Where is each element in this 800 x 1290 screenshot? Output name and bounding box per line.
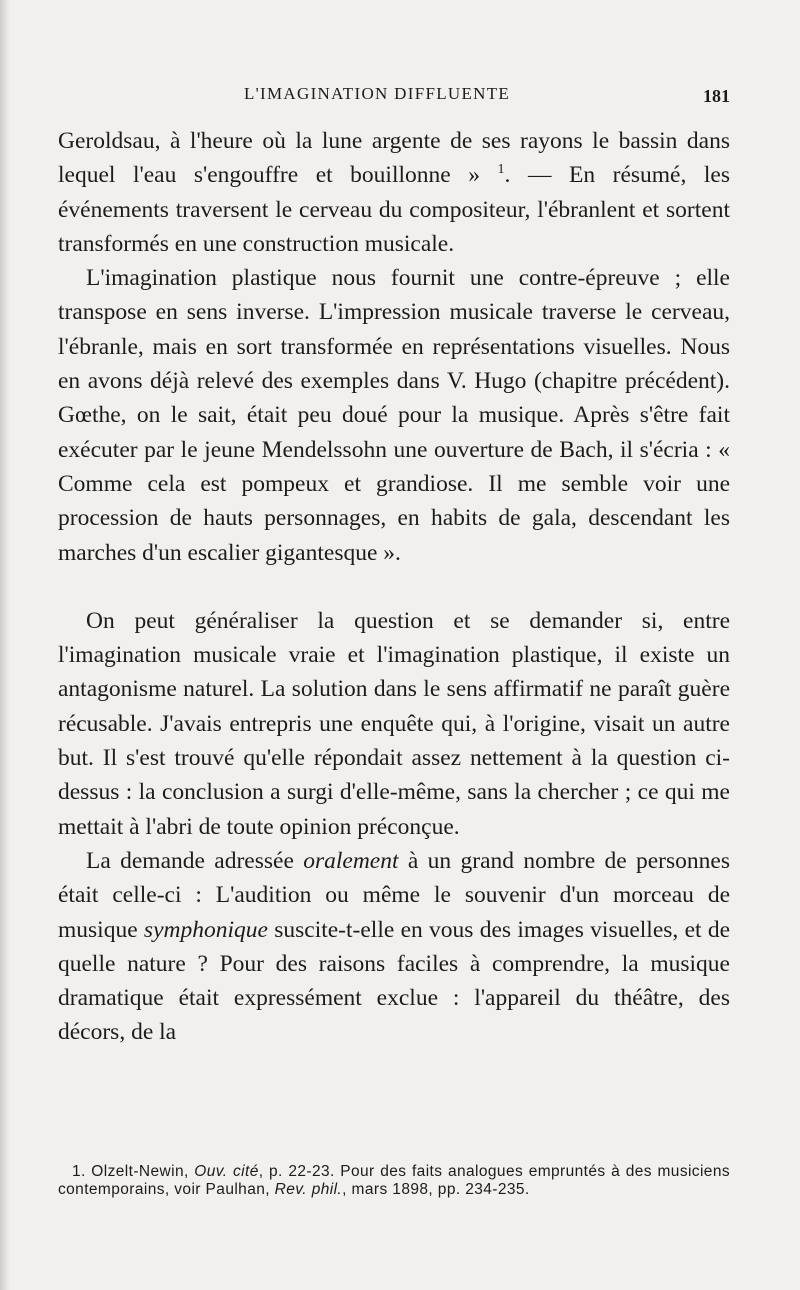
running-title: L'IMAGINATION DIFFLUENTE (244, 84, 511, 103)
text-run: On peut généraliser la question et se demander si, entre l'imagination musicale vraie et l'imagination plastique, il existe un antagonisme naturel. La solution dans le sens affirmatif ne paraît guère récusable. J'avais entrepris une enquête qui, à l'origine, visait un autre but. Il s'est trouvé qu'elle répondait assez nettement à la question ci-dessus : la conclusion a surgi d'elle-même, sans la chercher ; ce qui me mettait à l'abri de toute opinion préconçue. (58, 607, 730, 840)
italic-text: symphonique (143, 916, 268, 943)
text-run: . — En résumé, les événements traversent le cerveau du compositeur, l'ébranlent et sortent transformés en une construction musicale. (58, 162, 730, 257)
body-text (58, 124, 730, 1050)
italic-text: Ouv. cité (194, 1163, 259, 1180)
text-run: 1. Olzelt-Newin, (72, 1163, 195, 1180)
text-run: La demande adressée (86, 847, 304, 874)
paragraph (58, 844, 730, 1050)
text-run: suscite-t-elle en vous des images visuelles, et de quelle nature ? Pour des raisons faciles à comprendre, la musique dramatique était expressément exclue : l'appareil du théâtre, des décors, de la (58, 916, 730, 1046)
page-header (58, 80, 730, 110)
footnote (58, 1163, 730, 1199)
page-number: 181 (703, 86, 730, 106)
book-page (58, 80, 730, 1050)
text-run: L'imagination plastique nous fournit une contre-épreuve ; elle transpose en sens inverse. L'impression musicale traverse le cerveau, l'ébranle, mais en sort transformée en représentations visuelles. Nous en avons déjà relevé des exemples dans V. Hugo (chapitre précédent). Gœthe, on le sait, était peu doué pour la musique. Après s'être fait exécuter par le jeune Mendelssohn une ouverture de Bach, il s'écria : « Comme cela est pompeux et grandiose. Il me semble voir une procession de hauts personnages, en habits de gala, descendant les marches d'un escalier gigantesque ». (58, 265, 730, 566)
text-run: , mars 1898, pp. 234-235. (342, 1181, 530, 1198)
paragraph (58, 124, 730, 261)
page-edge-shadow (0, 0, 10, 1290)
paragraph (58, 604, 730, 844)
italic-text: oralement (303, 847, 399, 874)
text-run: , p. 22-23. Pour des faits analogues empruntés à des musiciens contemporains, voir Paulhan, (58, 1163, 730, 1198)
text-run: Geroldsau, à l'heure où la lune argente de ses rayons le bassin dans lequel l'eau s'engouffre et bouillonne » (58, 128, 730, 189)
footnote-ref: 1 (497, 162, 505, 178)
footnotes (58, 1163, 730, 1199)
paragraph (58, 261, 730, 570)
text-run: à un grand nombre de personnes était celle-ci : L'audition ou même le souvenir d'un morceau de musique (58, 847, 730, 943)
italic-text: Rev. phil. (274, 1181, 343, 1198)
